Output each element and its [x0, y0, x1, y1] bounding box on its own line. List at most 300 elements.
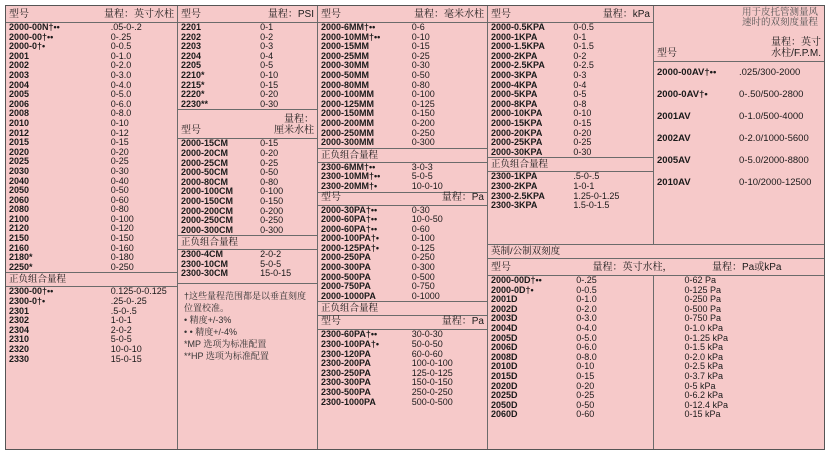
model-cell: 2000-20CM	[181, 148, 229, 158]
model-cell: 2000-80CM	[181, 177, 229, 187]
model-cell: 2000-150MM	[321, 109, 375, 119]
table-row	[318, 129, 487, 139]
range-cell: 0-2	[260, 31, 274, 42]
table-row	[318, 71, 487, 81]
rows	[318, 330, 487, 407]
range-cell: 0-1.5 kPa	[684, 342, 724, 353]
table-row	[318, 90, 487, 100]
range-cell: 0-60	[576, 409, 595, 420]
model-cell: 2060	[9, 195, 30, 205]
range-cell: 0-50	[260, 167, 279, 178]
model-cell: 2000-10KPA	[491, 109, 543, 119]
table-row	[318, 33, 487, 43]
rows	[488, 23, 653, 157]
range-cell: 0-15	[576, 370, 595, 381]
model-cell: 2204	[181, 51, 202, 61]
model-cell: 2050D	[491, 400, 518, 410]
footnote: • 精度+/-3%	[184, 315, 232, 326]
model-cell: 2320	[9, 345, 30, 354]
table-row	[6, 307, 177, 317]
range-cell: 0-150	[110, 233, 134, 244]
table-row	[488, 410, 824, 420]
table-row	[6, 119, 177, 129]
range-cell: 0-3	[260, 41, 274, 52]
table-row	[488, 353, 824, 363]
model-cell: 2050	[9, 186, 30, 196]
model-cell: 2000-3KPA	[491, 70, 538, 80]
model-cell: 2000-2KPA	[491, 51, 538, 61]
range-cell: 0-50	[576, 399, 595, 410]
range-cell: 0-125	[411, 98, 435, 109]
range-cell: 0-300	[411, 262, 435, 273]
table-row	[318, 42, 487, 52]
model-cell: 2030	[9, 166, 30, 176]
range-cell: 0-10	[576, 361, 595, 372]
model-cell: 2000-25KPA	[491, 138, 543, 148]
model-cell: 2000-30MM	[321, 61, 370, 71]
table-row	[178, 226, 317, 236]
model-cell: 2300-1000PA	[321, 397, 376, 407]
rows	[6, 287, 177, 364]
table-row	[318, 163, 487, 173]
model-cell: 2005AV	[657, 155, 691, 166]
model-cell: 2202	[181, 32, 202, 42]
model-cell: 2001D	[491, 295, 518, 305]
range-cell: 0-20	[260, 89, 279, 100]
rows	[178, 23, 317, 109]
range-cell: 0-25	[411, 50, 430, 61]
range-cell: .5-0-.5	[573, 171, 600, 182]
range-cell: 3-0-3	[411, 161, 433, 172]
table-row	[318, 359, 487, 369]
range-cell: 0-1.5	[573, 41, 594, 52]
table-row	[654, 172, 824, 194]
model-cell: 2008	[9, 109, 30, 119]
range-cell: 0-10	[573, 108, 592, 119]
table-row	[488, 324, 824, 334]
header-model: 型号	[181, 125, 201, 137]
model-cell: 2008D	[491, 352, 518, 362]
model-cell: 2000-250CM	[181, 216, 234, 226]
table-row	[6, 316, 177, 326]
table-row	[318, 350, 487, 360]
table-row	[318, 225, 487, 235]
range-cell: 0.125-0-0.125	[110, 286, 167, 297]
table-header	[318, 316, 487, 330]
header-model: 型号	[321, 9, 341, 20]
range-cell: 0-1.0 kPa	[684, 322, 724, 333]
header-model: 型号	[491, 9, 511, 20]
header-model: 型号	[491, 262, 511, 273]
model-cell: 2300-1KPA	[491, 172, 538, 182]
table-row	[488, 61, 653, 71]
model-cell: 2020D	[491, 381, 518, 391]
model-cell: 2000-5KPA	[491, 90, 538, 100]
model-cell: 2150	[9, 234, 30, 244]
model-cell: 2000-1000PA	[321, 291, 376, 301]
table-row	[178, 269, 317, 279]
model-cell: 2000-00D†••	[491, 276, 542, 285]
range-cell: 0-125 Pa	[684, 284, 722, 295]
model-cell: 2300-10MM†••	[321, 172, 381, 182]
range-cell: 0-250	[411, 127, 435, 138]
range-cell: 0-80	[411, 79, 430, 90]
section-title: 正负组合量程	[6, 272, 177, 287]
table-row	[6, 234, 177, 244]
rows	[6, 23, 177, 272]
range-cell: 15-0-15	[110, 353, 142, 364]
model-cell: 2005	[9, 90, 30, 100]
table-row	[6, 157, 177, 167]
table-row	[488, 138, 653, 148]
model-cell: 2060D	[491, 410, 518, 420]
range-cell: 1.5-0-1.5	[573, 200, 610, 211]
table-row	[318, 388, 487, 398]
table-row	[178, 178, 317, 188]
range-cell: 0-2.0 kPa	[684, 351, 724, 362]
range-cell: 2-0-2	[260, 249, 282, 260]
table-row	[6, 71, 177, 81]
range-cell: 0-5 kPa	[684, 380, 716, 391]
footnote: • • 精度+/-4%	[184, 327, 238, 338]
table-row	[6, 335, 177, 345]
range-cell: 0-2	[573, 50, 587, 61]
table-row	[6, 129, 177, 139]
rows	[318, 206, 487, 302]
table-row	[488, 148, 653, 158]
model-cell: 2300-3KPA	[491, 201, 538, 211]
model-cell: 2000-200CM	[181, 206, 234, 216]
model-cell: 2015D	[491, 371, 518, 381]
table-row	[6, 196, 177, 206]
range-cell: 0-80	[110, 204, 129, 215]
model-cell: 2002AV	[657, 133, 691, 144]
range-cell: 0-8.0	[110, 108, 132, 119]
range-cell: 0-5.0	[110, 89, 132, 100]
range-cell: 0-0.5	[576, 284, 597, 295]
table-row	[6, 186, 177, 196]
header-range: 量程：kPa	[602, 9, 650, 20]
model-cell: 2300-4CM	[181, 250, 224, 260]
model-cell: 2000-300PA	[321, 263, 371, 273]
range-cell: 1.25-0-1.25	[573, 190, 620, 201]
model-cell: 2000-0.5KPA	[491, 23, 545, 32]
table-row	[318, 234, 487, 244]
column-inch-water	[6, 6, 178, 449]
header-range: 量程：Pa	[441, 191, 484, 203]
range-cell: 0-62 Pa	[684, 275, 717, 285]
model-cell: 2300-200PA	[321, 359, 371, 369]
model-cell: 2003	[9, 70, 30, 80]
model-cell: 2000-00N†••	[9, 23, 60, 32]
range-cell: 0-60	[110, 194, 129, 205]
range-cell: 0-15 kPa	[684, 409, 721, 420]
table-row	[654, 150, 824, 172]
table-row	[488, 172, 653, 182]
model-cell: 2201	[181, 23, 202, 32]
model-cell: 2000-100PA†•	[321, 234, 380, 244]
table-row	[6, 355, 177, 365]
table-row	[488, 90, 653, 100]
table-row	[6, 177, 177, 187]
range-cell: 0-30	[110, 165, 129, 176]
model-cell: 2000-15MM	[321, 42, 370, 52]
table-header	[178, 6, 317, 23]
table-row	[488, 129, 653, 139]
range-cell: 0-750	[411, 281, 435, 292]
table-row	[178, 260, 317, 270]
model-cell: 2005D	[491, 333, 518, 343]
rows	[488, 172, 653, 210]
table-header	[178, 109, 317, 139]
model-cell: 2025	[9, 157, 30, 167]
range-cell: 0-6.0	[110, 98, 132, 109]
table-row	[654, 62, 824, 84]
table-row	[318, 273, 487, 283]
table-row	[178, 52, 317, 62]
table-row	[318, 206, 487, 216]
table-row	[178, 159, 317, 169]
table-row	[178, 149, 317, 159]
range-cell: 0-2.5 kPa	[684, 361, 724, 372]
range-cell: .025/300-2000	[739, 67, 801, 78]
table-row	[654, 128, 824, 150]
table-row	[6, 326, 177, 336]
header-model: 型号	[181, 9, 201, 20]
table-row	[6, 90, 177, 100]
model-cell: 2310	[9, 335, 30, 345]
table-row	[6, 205, 177, 215]
table-row	[178, 33, 317, 43]
table-row	[178, 61, 317, 71]
table-row	[6, 109, 177, 119]
range-cell: 0-60	[411, 223, 430, 234]
range-cell: 0-30	[573, 146, 592, 157]
model-cell: 2000-60PA†••	[321, 215, 378, 225]
range-cell: 0-8	[573, 98, 587, 109]
model-cell: 2000-300MM	[321, 138, 375, 148]
model-cell: 2000-1.5KPA	[491, 42, 545, 52]
table-row	[488, 42, 653, 52]
rows	[654, 62, 824, 194]
table-row	[318, 100, 487, 110]
model-cell: 2000-20KPA	[491, 128, 543, 138]
model-cell: 2160	[9, 243, 30, 253]
range-cell: 100-0-100	[411, 358, 453, 369]
table-row	[318, 244, 487, 254]
footnote: *MP 选项为标准配置	[184, 339, 267, 350]
model-cell: 2000-250PA	[321, 253, 371, 263]
table-row	[488, 314, 824, 324]
range-cell: 0-10	[110, 117, 129, 128]
range-cell: 0-10	[411, 31, 430, 42]
model-cell: 2000-750PA	[321, 282, 371, 292]
model-cell: 2000-15CM	[181, 139, 229, 149]
table-row	[178, 168, 317, 178]
range-cell: 0-10/2000-12500	[739, 177, 812, 188]
model-cell: 2230**	[181, 99, 209, 109]
range-cell: 0-150	[411, 108, 435, 119]
model-cell: 2000-500PA	[321, 272, 371, 282]
table-row	[488, 334, 824, 344]
range-cell: 0-10	[260, 69, 279, 80]
table-row	[6, 23, 177, 33]
model-cell: 2300-00†••	[9, 287, 54, 297]
range-cell: 0-4	[260, 50, 274, 61]
table-row	[318, 81, 487, 91]
range-cell: 0-500	[411, 271, 435, 282]
table-row	[318, 23, 487, 33]
table-row	[488, 100, 653, 110]
range-cell: 0-250	[411, 252, 435, 263]
range-cell: 5-0-5	[110, 334, 132, 345]
range-cell: 0-25	[576, 390, 595, 401]
table-row	[488, 201, 653, 211]
table-row	[178, 71, 317, 81]
table-row	[6, 253, 177, 263]
range-cell: 0-250 Pa	[684, 294, 722, 305]
table-row	[488, 81, 653, 91]
table-row	[178, 90, 317, 100]
table-row	[178, 216, 317, 226]
column-mm-water	[318, 6, 488, 449]
model-cell: 2003D	[491, 314, 518, 324]
range-cell: 0-25	[260, 157, 279, 168]
header-range: 量程：毫米水柱	[414, 9, 484, 20]
dual-scale-section	[488, 244, 824, 449]
table-row	[318, 330, 487, 340]
range-cell: 0-500 Pa	[684, 303, 722, 314]
range-cell: 5-0-5	[260, 258, 282, 269]
model-cell: 2001AV	[657, 111, 691, 122]
table-header	[6, 6, 177, 23]
model-cell: 2000-60PA†••	[321, 224, 378, 234]
model-cell: 2000-50CM	[181, 168, 229, 178]
model-cell: 2012	[9, 128, 30, 138]
model-cell: 2000-10MM†••	[321, 32, 381, 42]
model-cell: 2300-300PA	[321, 378, 371, 388]
model-cell: 2000-100MM	[321, 90, 375, 100]
model-cell: 2080	[9, 205, 30, 215]
range-cell: 0-15	[411, 41, 430, 52]
section-title: 正负组合量程	[318, 148, 487, 163]
range-cell: 0-5.0	[576, 332, 597, 343]
range-cell: .05-0-.2	[110, 22, 142, 32]
range-cell: 0-12.4 kPa	[684, 399, 729, 410]
model-cell: 2250*	[9, 262, 33, 272]
table-row	[318, 282, 487, 292]
table-row	[178, 250, 317, 260]
model-cell: 2000-80MM	[321, 80, 370, 90]
range-cell: 0-3.0	[576, 313, 597, 324]
table-row	[488, 33, 653, 43]
table-row	[6, 42, 177, 52]
section-title: 正负组合量程	[178, 235, 317, 250]
model-cell: 2000-0†•	[9, 42, 46, 52]
model-cell: 2203	[181, 42, 202, 52]
footnote: **HP 选项为标准配置	[184, 351, 269, 362]
header-range: 量程： 厘米水柱	[274, 114, 314, 137]
header-range-pa: 量程：Pa或kPa	[712, 262, 782, 273]
range-cell: 5-0-5	[411, 171, 433, 182]
model-cell: 2301	[9, 306, 30, 316]
model-cell: 2000-125PA†•	[321, 243, 380, 253]
table-row	[6, 345, 177, 355]
range-cell: 0-25	[573, 137, 592, 148]
range-cell: 0-12	[110, 127, 129, 138]
range-cell: 0-0.5	[573, 22, 594, 32]
table-row	[178, 207, 317, 217]
model-cell: 2000-8KPA	[491, 99, 538, 109]
table-row	[178, 197, 317, 207]
section-title: 正负组合量程	[318, 301, 487, 316]
table-row	[318, 378, 487, 388]
range-cell: 0-180	[110, 252, 134, 263]
model-cell: 2302	[9, 316, 30, 326]
range-cell: 0-15	[573, 117, 592, 128]
model-cell: 2004	[9, 80, 30, 90]
range-cell: 0-3.7 kPa	[684, 370, 724, 381]
range-cell: 0-1.0	[110, 50, 132, 61]
model-cell: 2000-25CM	[181, 158, 229, 168]
table-row	[488, 372, 824, 382]
table-row	[178, 81, 317, 91]
table-row	[6, 297, 177, 307]
range-cell: 2-0-2	[110, 324, 132, 335]
range-cell: 0-30	[411, 204, 430, 215]
table-row	[654, 84, 824, 106]
model-cell: 2300-20MM†•	[321, 181, 378, 191]
table-row	[6, 148, 177, 158]
table-row	[6, 33, 177, 43]
table-row	[178, 42, 317, 52]
header-range: 量程：英寸 水柱/F.P.M.	[771, 37, 821, 59]
range-cell: 10-0-10	[411, 180, 443, 191]
model-cell: 2006D	[491, 343, 518, 353]
range-cell: 150-0-150	[411, 377, 453, 388]
rows	[178, 250, 317, 279]
table-header	[488, 6, 653, 23]
column-psi	[178, 6, 318, 449]
model-cell: 2002	[9, 61, 30, 71]
header-model: 型号	[321, 191, 341, 203]
pitot-note: 用于皮托管测量风 速时的双刻度量程	[741, 7, 818, 28]
range-cell: 0-.25	[576, 275, 597, 285]
table-row	[318, 369, 487, 379]
table-row	[178, 187, 317, 197]
section-title: 英制/公制双刻度	[488, 245, 824, 259]
range-cell: 0-1.0/500-4000	[739, 111, 804, 122]
model-cell: 2100	[9, 214, 30, 224]
model-cell: 2025D	[491, 391, 518, 401]
model-cell: 2300-120PA	[321, 349, 371, 359]
table-row	[318, 182, 487, 192]
model-cell: 2000-250MM	[321, 128, 375, 138]
range-cell: 0-2.5	[573, 60, 594, 71]
table-row	[318, 253, 487, 263]
range-cell: 0-20	[576, 380, 595, 391]
header-range: 量程：英寸水柱	[104, 9, 174, 20]
model-cell: 2304	[9, 325, 30, 335]
model-cell: 2000-0D†•	[491, 285, 534, 295]
table-row	[6, 52, 177, 62]
range-cell: 0-2.0	[110, 60, 132, 71]
model-cell: 2300-500PA	[321, 388, 371, 397]
range-cell: 0-125	[411, 242, 435, 253]
range-cell: 0-20	[573, 127, 592, 138]
range-cell: 0-50	[110, 185, 129, 196]
range-cell: 0-50	[411, 69, 430, 80]
